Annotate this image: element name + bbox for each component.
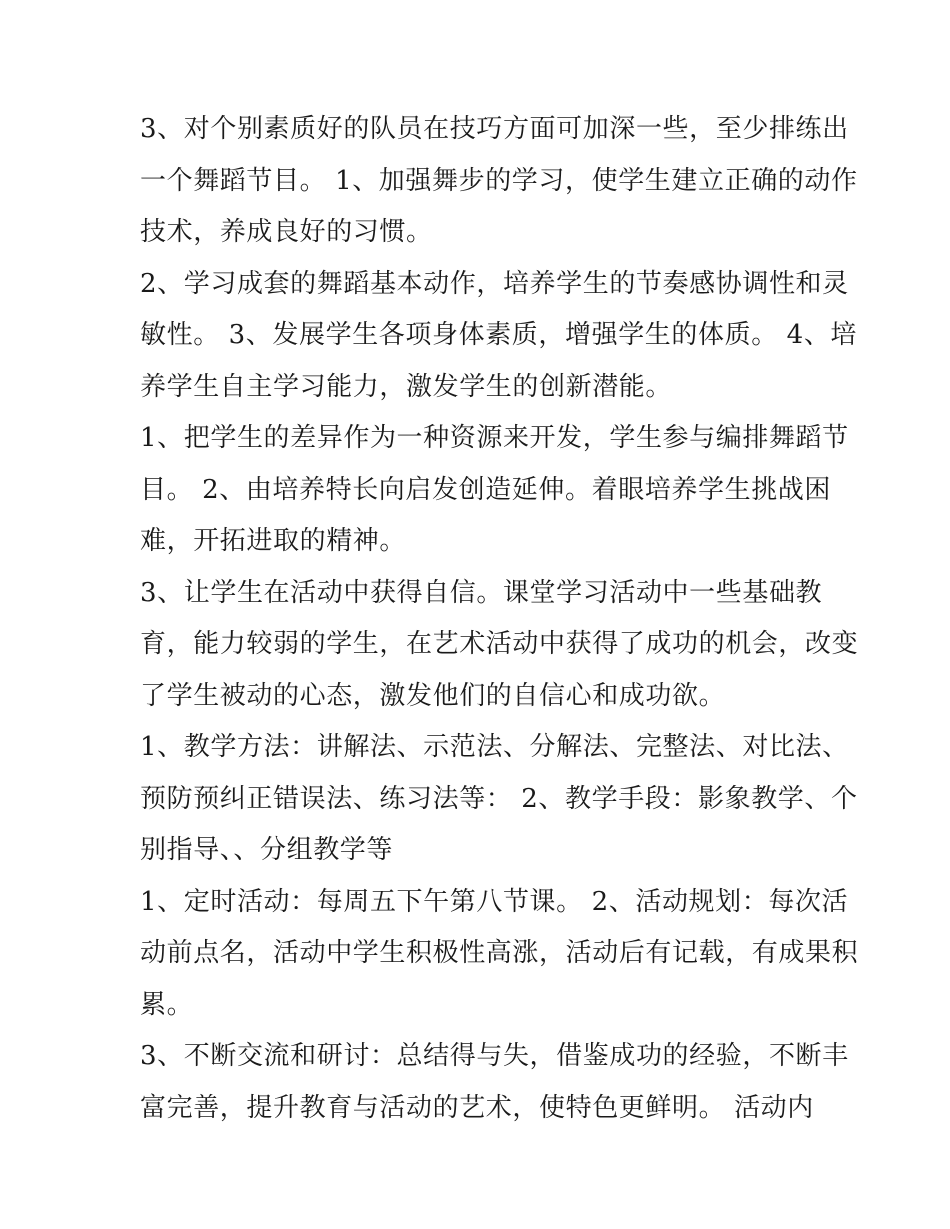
paragraph-5	[140, 722, 858, 877]
text-line: 1、定时活动：每周五下午第八节课。 2、活动规划：每次活	[140, 886, 849, 917]
text-line: 累。	[140, 989, 194, 1020]
text-line: 难，开拓进取的精神。	[140, 526, 407, 556]
paragraph-6	[140, 877, 859, 1032]
text-line: 一个舞蹈节目。 1、加强舞步的学习，使学生建立正确的动作	[140, 165, 858, 196]
text-line: 3、不断交流和研讨：总结得与失，借鉴成功的经验，不断丰	[140, 1041, 849, 1071]
text-line: 养学生自主学习能力，激发学生的创新潜能。	[140, 371, 673, 402]
text-line: 技术，养成良好的习惯。	[140, 217, 433, 247]
paragraph-2	[140, 259, 858, 414]
text-line: 3、对个别素质好的队员在技巧方面可加深一些，至少排练出	[140, 114, 849, 144]
text-line: 富完善，提升教育与活动的艺术，使特色更鲜明。 活动内	[140, 1092, 814, 1123]
paragraph-7	[140, 1031, 849, 1134]
text-line: 了学生被动的心态，激发他们的自信心和成功欲。	[140, 680, 726, 711]
text-line: 别指导、、分组教学等	[140, 835, 394, 865]
text-line: 1、把学生的差异作为一种资源来开发，学生参与编排舞蹈节	[140, 423, 849, 453]
paragraph-1	[140, 104, 858, 259]
text-line: 预防预纠正错误法、练习法等： 2、教学手段：影象教学、个	[140, 783, 858, 814]
text-line: 动前点名，活动中学生积极性高涨，活动后有记载，有成果积	[140, 938, 859, 968]
text-line: 育，能力较弱的学生，在艺术活动中获得了成功的机会，改变	[140, 629, 859, 659]
text-line: 1、教学方法：讲解法、示范法、分解法、完整法、对比法、	[140, 732, 849, 762]
paragraph-4	[140, 568, 859, 723]
paragraph-3	[140, 413, 849, 568]
text-line: 2、学习成套的舞蹈基本动作，培养学生的节奏感协调性和灵	[140, 268, 849, 299]
text-line: 3、让学生在活动中获得自信。课堂学习活动中一些基础教	[140, 577, 823, 608]
text-line: 目。 2、由培养特长向启发创造延伸。着眼培养学生挑战困	[140, 474, 832, 505]
document-body	[140, 104, 859, 1134]
text-line: 敏性。 3、发展学生各项身体素质，增强学生的体质。 4、培	[140, 320, 858, 350]
